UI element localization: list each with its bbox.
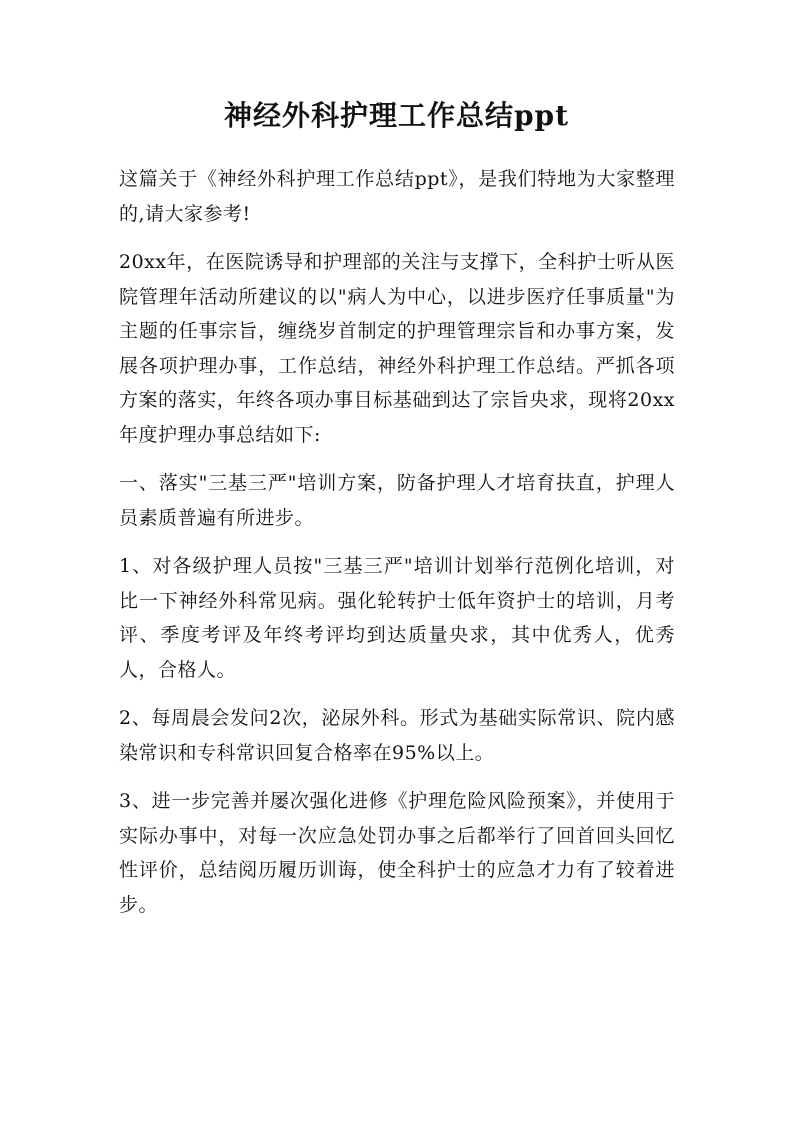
paragraph-item-1: 1、对各级护理人员按"三基三严"培训计划举行范例化培训，对比一下神经外科常见病。强化轮转护士低年资护士的培训，月考评、季度考评及年终考评均到达质量央求，其中优秀人，优秀人，合格人。 [119, 555, 675, 681]
paragraph-overview: 20xx年，在医院诱导和护理部的关注与支撑下，全科护士听从医院管理年活动所建议的以"病人为中心，以进步医疗任事质量"为主题的任事宗旨，缠绕岁首制定的护理管理宗旨和办事方案，发展各项护理办事，工作总结，神经外科护理工作总结。严抓各项方案的落实，年终各项办事目标基础到达了宗旨央求，现将20xx年度护理办事总结如下: [119, 251, 675, 446]
paragraph-section-1-heading: 一、落实"三基三严"培训方案，防备护理人才培育扶直，护理人员素质普遍有所进步。 [119, 472, 675, 529]
document-title: 神经外科护理工作总结ppt [223, 99, 570, 132]
paragraph-intro: 这篇关于《神经外科护理工作总结ppt》，是我们特地为大家整理的,请大家参考! [119, 168, 675, 225]
paragraph-item-2: 2、每周晨会发问2次，泌尿外科。形式为基础实际常识、院内感染常识和专科常识回复合格率在95%以上。 [119, 707, 675, 764]
document-body [119, 162, 675, 936]
paragraph-item-3: 3、进一步完善并屡次强化进修《护理危险风险预案》，并使用于实际办事中，对每一次应急处罚办事之后都举行了回首回头回忆性评价，总结阅历履历训诲，使全科护士的应急才力有了较着进步。 [119, 790, 675, 916]
